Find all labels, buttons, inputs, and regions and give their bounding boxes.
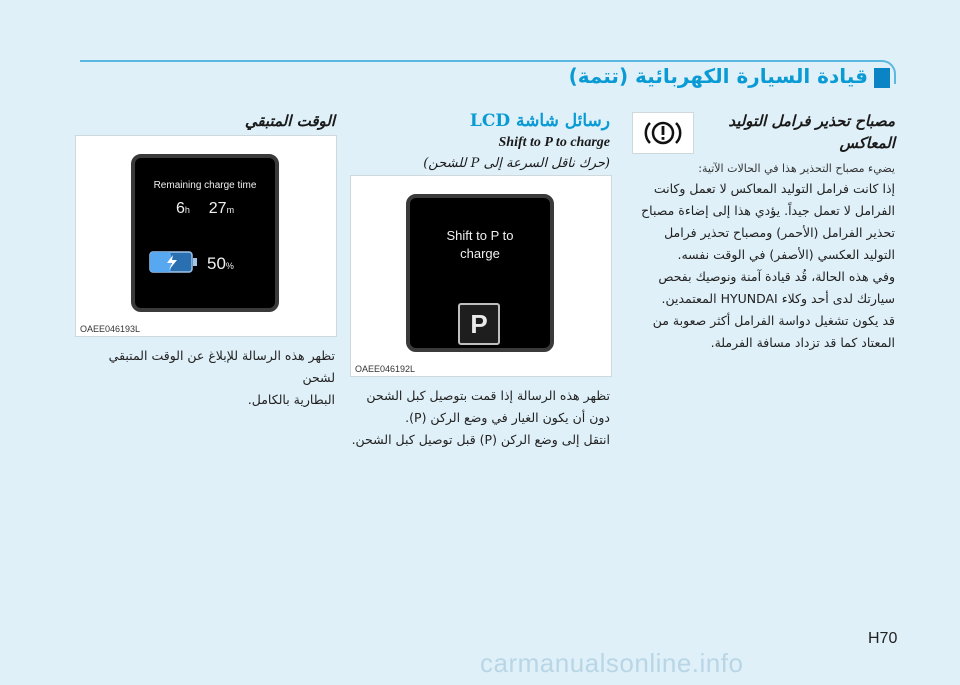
regen-brake-warning-heading bbox=[705, 110, 895, 154]
regen-body-line: قد يكون تشغيل دواسة الفرامل أكثر صعوبة من bbox=[652, 313, 895, 328]
left-body bbox=[75, 345, 335, 411]
watermark: carmanualsonline.info bbox=[480, 648, 744, 678]
page-number: H70 bbox=[868, 630, 898, 647]
figure-code: OAEE046193L bbox=[80, 324, 141, 334]
mid-body-line: انتقل إلى وضع الركن (P) قبل توصيل كبل الشحن. bbox=[351, 432, 610, 447]
regen-body-line: التوليد العكسي (الأصفر) في الوقت نفسه. bbox=[677, 247, 895, 262]
left-body-line: البطارية بالكامل. bbox=[247, 392, 335, 407]
regen-body-line: يضيء مصباح التحذير هذا في الحالات الآتية: bbox=[698, 162, 895, 175]
mid-column bbox=[350, 110, 610, 174]
park-key-icon: P bbox=[458, 303, 500, 345]
remaining-screen-title: Remaining charge time bbox=[153, 180, 257, 191]
mid-body-line: دون أن يكون الغيار في وضع الركن (P). bbox=[405, 410, 610, 425]
shift-to-p-subheading: Shift to P to charge bbox=[498, 135, 610, 150]
shift-to-p-figure bbox=[350, 175, 612, 377]
shift-to-p-subheading-ar: (حرك ناقل السرعة إلى P للشحن) bbox=[423, 156, 610, 171]
regen-body-line: وفي هذه الحالة، قُد قيادة آمنة ونوصيك بفحص bbox=[658, 269, 895, 284]
left-body-line: تظهر هذه الرسالة للإبلاغ عن الوقت المتبقي لشحن bbox=[108, 348, 335, 385]
regen-heading-line2: المعاكس bbox=[839, 134, 895, 152]
figure-code: OAEE046192L bbox=[355, 364, 416, 374]
left-column bbox=[75, 110, 335, 132]
section-title-marker bbox=[874, 68, 890, 88]
mid-body-line: تظهر هذه الرسالة إذا قمت بتوصيل كبل الشحن bbox=[366, 388, 610, 403]
regen-body bbox=[625, 160, 895, 354]
lcd-screen bbox=[131, 154, 279, 312]
regen-body-line: سيارتك لدى أحد وكلاء HYUNDAI المعتمدين. bbox=[661, 291, 895, 306]
hours-value: 6 bbox=[175, 200, 185, 217]
battery-charging-icon bbox=[149, 250, 199, 274]
regen-body-line: الفرامل لا تعمل جيداً. يؤدي هذا إلى إضاءة مصباح bbox=[641, 203, 895, 218]
minutes-value: 27 bbox=[208, 200, 227, 217]
mid-body bbox=[350, 385, 610, 451]
remaining-time-value bbox=[135, 200, 275, 218]
regen-body-line: إذا كانت فرامل التوليد المعاكس لا تعمل وكانت bbox=[653, 181, 895, 196]
battery-percent bbox=[207, 254, 234, 274]
shift-screen-line1: Shift to P to bbox=[446, 228, 514, 243]
battery-percent-value: 50 bbox=[207, 254, 226, 273]
section-title: قيادة السيارة الكهربائية (تتمة) bbox=[568, 64, 868, 88]
regen-body-line: تحذير الفرامل (الأحمر) ومصباح تحذير فرامل bbox=[664, 225, 895, 240]
regen-heading-line1: مصباح تحذير فرامل التوليد bbox=[728, 112, 895, 130]
hours-unit: h bbox=[184, 205, 190, 215]
lcd-screen bbox=[406, 194, 554, 352]
right-column bbox=[625, 110, 895, 354]
remaining-time-heading: الوقت المتبقي bbox=[244, 112, 335, 130]
lcd-messages-heading: رسائل شاشة LCD bbox=[469, 111, 610, 131]
percent-unit: % bbox=[225, 261, 234, 271]
minutes-unit: m bbox=[226, 205, 235, 215]
regen-body-line: المعتاد كما قد تزداد مسافة الفرملة. bbox=[710, 335, 895, 350]
shift-screen-line2: charge bbox=[460, 246, 500, 261]
remaining-time-figure bbox=[75, 135, 337, 337]
